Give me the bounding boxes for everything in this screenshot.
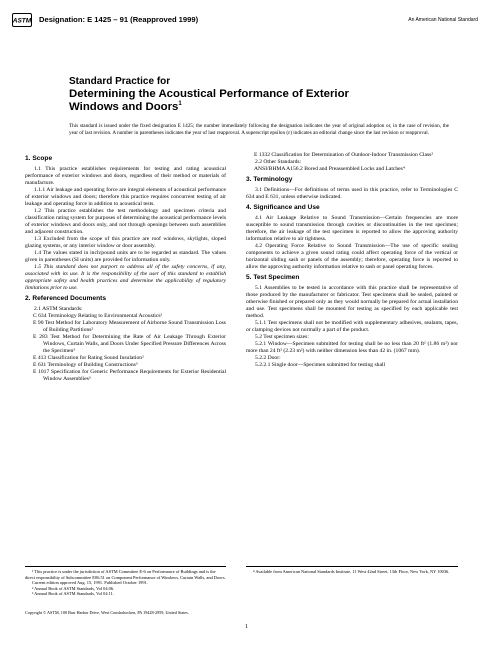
- svg-text:ASTM: ASTM: [12, 17, 32, 25]
- paragraph-4-1: 4.1 Air Leakage Relative to Sound Transmission—Certain frequencies are more susceptible to sound transmission through cavities or discontinuities in the test specimen; therefore, the air leakage of the test specimen is reported to allow the approving authority information relative to air tightness.: [246, 215, 458, 242]
- paragraph-4-2: 4.2 Operating Force Relative to Sound Transmission—The use of specific sealing components to achieve a given sound rating could affect operating force of the vertical or horizontal sliding sash or panels of the assembly; therefore, operating force is reported to allow the approving authority information relative to sash or panel operating forces.: [246, 243, 458, 270]
- reference-e90: E 90 Test Method for Laboratory Measurement of Airborne Sound Transmission Loss of Building Partitions²: [33, 320, 226, 333]
- title-line-3-text: Windows and Doors: [69, 101, 179, 114]
- reference-e413: E 413 Classification for Rating Sound Insulation²: [33, 355, 144, 361]
- edition-notice: This standard is issued under the fixed designation E 1425; the number immediately following the designation indicates the year of original adoption or, in the case of revision, the year of last revision. A number in parentheses indicates the year of last reapproval. A superscript epsilon (ε) indicates an editorial change since the last revision or reapproval.: [69, 123, 449, 136]
- reference-e1017: E 1017 Specification for Generic Performance Requirements for Exterior Residential Window Assemblies³: [33, 369, 226, 382]
- footnote-3: ³ Annual Book of ASTM Standards, Vol 04.11.: [32, 591, 114, 597]
- footnote-1: ¹ This practice is under the jurisdiction of ASTM Committee E-6 on Performance of Buildings and is the direct responsibility of Subcommittee E06.51 on Component Performance of Windows, Curtain Walls, and Doors.: [25, 569, 226, 580]
- section-heading-test-specimen: 5. Test Specimen: [246, 274, 300, 281]
- left-column: [25, 152, 226, 383]
- reference-e283: E 283 Test Method for Determining the Rate of Air Leakage Through Exterior Windows, Curtain Walls, and Doors Under Specified Pressure Differences Across the Specimen³: [33, 334, 226, 354]
- title-line-3: [69, 101, 429, 114]
- paragraph-5-2: 5.2 Test specimen sizes:: [255, 334, 309, 340]
- paragraph-1-5: 1.5 This standard does not purport to address all of the safety concerns, if any, associated with its use. It is the responsibility of the user of this standard to establish appropriate safety and health practices and determine the applicability of regulatory limitations prior to use.: [25, 264, 226, 291]
- paragraph-5-2-2: 5.2.2 Door:: [255, 355, 281, 361]
- copyright-line: Copyright © ASTM, 100 Barr Harbor Drive, West Conshohocken, PA 19428-2959, United States.: [25, 610, 189, 615]
- reference-c634: C 634 Terminology Relating to Environmental Acoustics²: [33, 313, 163, 319]
- document-title: [69, 76, 429, 115]
- footnote-4: ⁴ Available from American National Standards Institute, 11 West 42nd Street, 13th Floor, New York, NY 10036.: [253, 569, 450, 574]
- paragraph-5-1-1: 5.1.1 Test specimens shall not be modified with supplementary adhesives, sealants, tapes, or clamping devices not normally a part of the product.: [246, 320, 458, 333]
- designation: Designation: E 1425 – 91 (Reapproved 1999): [39, 15, 199, 24]
- paragraph-1-4: 1.4 The values stated in inch/pound units are to be regarded as standard. The values given in parentheses (SI units) are provided for information only.: [25, 250, 226, 263]
- paragraph-2-2: 2.2 Other Standards:: [255, 159, 302, 165]
- title-footnote-mark: 1: [178, 101, 182, 108]
- paragraph-1-3: 1.3 Excluded from the scope of this practice are roof windows, skylights, sloped glazing systems, or any interior window or door assembly.: [25, 236, 226, 249]
- footnotes-left: [25, 566, 226, 597]
- section-heading-significance: 4. Significance and Use: [246, 204, 320, 211]
- page-number: 1: [245, 624, 248, 630]
- section-heading-terminology: 3. Terminology: [246, 176, 293, 183]
- title-line-2: Determining the Acoustical Performance of Exterior: [69, 88, 349, 100]
- right-column: [246, 152, 458, 369]
- footnote-2: ² Annual Book of ASTM Standards, Vol 04.06.: [32, 585, 115, 591]
- organization-label: An American National Standard: [408, 17, 478, 23]
- paragraph-3-1: 3.1 Definitions—For definitions of terms used in this practice, refer to Terminologies C 634 and E 631, unless otherwise indicated.: [246, 187, 458, 200]
- reference-e1332: E 1332 Classification for Determination of Outdoor-Indoor Transmission Class²: [254, 152, 433, 158]
- reference-ansi: ANSI/BHMA A156.2 Bored and Preassembled Locks and Latches⁴: [254, 166, 405, 172]
- footnote-edition: Current edition approved Aug. 15, 1991. Published October 1991.: [32, 580, 148, 586]
- title-line-1: Standard Practice for: [69, 76, 171, 87]
- paragraph-1-1-1: 1.1.1 Air leakage and operating force are integral elements of acoustical performance of exterior windows and doors; therefore this practice requires concurrent testing of air leakage and operating force in addition to acoustical tests.: [25, 187, 226, 207]
- reference-e631: E 631 Terminology of Building Constructions³: [33, 362, 138, 368]
- paragraph-5-1: 5.1 Assemblies to be tested in accordance with this practice shall be representative of those produced by the manufacturer or fabricator. Test specimens shall be sealed, painted or otherwise finished or prepared only as they would normally be prepared for actual installation and use. Test specimens shall be mounted for testing as specified by each applicable test method.: [246, 285, 458, 319]
- paragraph-5-2-2-1: 5.2.2.1 Single door—Specimen submitted for testing shall: [255, 362, 386, 368]
- astm-logo-icon: [12, 13, 32, 27]
- paragraph-1-2: 1.2 This practice establishes the test methodology and specimen criteria and classification rating system for purposes of determining the acoustical performance levels of exterior windows and doors only, and not through openings between such assemblies and adjacent construction.: [25, 208, 226, 235]
- footnotes-right: [246, 566, 458, 575]
- paragraph-2-1: 2.1 ASTM Standards:: [34, 306, 83, 312]
- section-heading-scope: 1. Scope: [25, 155, 53, 162]
- paragraph-5-2-1: 5.2.1 Window—Specimen submitted for testing shall be no less than 20 ft² (1.86 m²) nor more than 24 ft² (2.23 m²) with neither dimension less than 42 in. (1067 mm).: [246, 341, 458, 354]
- paragraph-1-1: 1.1 This practice establishes requirements for testing and rating acoustical performance of exterior windows and doors, regardless of their method or materials of manufacture.: [25, 166, 226, 186]
- section-heading-referenced-documents: 2. Referenced Documents: [25, 295, 106, 302]
